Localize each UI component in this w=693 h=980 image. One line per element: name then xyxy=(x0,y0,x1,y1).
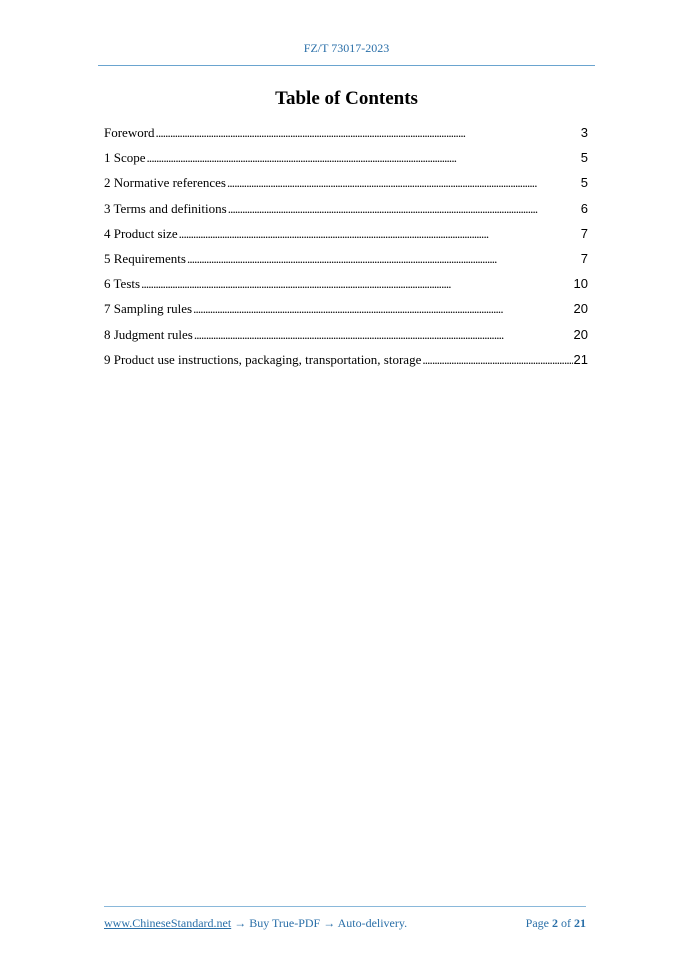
toc-entry-page: 5 xyxy=(580,175,588,191)
footer-promo-text: → Buy True-PDF → Auto-delivery. xyxy=(231,916,408,930)
toc-entry-normative-references[interactable] xyxy=(104,174,588,199)
toc-entry-label: Foreword xyxy=(104,125,155,140)
page-total: 21 xyxy=(574,916,586,930)
toc-entry-sampling-rules[interactable] xyxy=(104,300,588,325)
toc-entry-judgment-rules[interactable] xyxy=(104,326,588,351)
toc-entry-foreword[interactable] xyxy=(104,124,588,149)
toc-entry-scope[interactable] xyxy=(104,149,588,174)
toc-dot-leader xyxy=(227,174,580,191)
toc-entry-page: 6 xyxy=(580,200,588,216)
toc-entry-page: 3 xyxy=(580,125,588,140)
page-footer xyxy=(104,916,586,931)
toc-entry-terms-and-definitions[interactable] xyxy=(104,200,588,225)
toc-entry-product-size[interactable] xyxy=(104,225,588,250)
toc-dot-leader xyxy=(147,149,580,166)
toc-dot-leader xyxy=(141,275,572,292)
toc-entry-label: 3 Terms and definitions xyxy=(104,200,227,216)
toc-entry-label: 8 Judgment rules xyxy=(104,326,193,342)
toc-entry-page: 7 xyxy=(580,225,588,241)
toc-dot-leader xyxy=(156,124,580,141)
footer-promo xyxy=(104,916,407,931)
page-number xyxy=(526,916,586,931)
toc-entry-requirements[interactable] xyxy=(104,250,588,275)
toc-entry-label: 4 Product size xyxy=(104,225,178,241)
toc-entry-product-use-instructions[interactable] xyxy=(104,351,588,376)
toc-dot-leader xyxy=(422,351,572,368)
toc-entry-tests[interactable] xyxy=(104,275,588,300)
toc-dot-leader xyxy=(194,326,573,343)
toc-entry-page: 20 xyxy=(573,301,588,317)
toc-entry-label: 7 Sampling rules xyxy=(104,301,193,317)
toc-dot-leader xyxy=(193,300,572,317)
toc-entry-page: 5 xyxy=(580,150,588,166)
page-title: Table of Contents xyxy=(275,88,418,109)
page-current: 2 xyxy=(552,916,558,930)
toc-dot-leader xyxy=(228,200,580,217)
toc-dot-leader xyxy=(187,250,580,267)
toc-entry-label: 6 Tests xyxy=(104,276,141,292)
table-of-contents xyxy=(104,124,588,376)
toc-entry-page: 21 xyxy=(573,351,588,367)
page-of: of xyxy=(561,916,571,930)
toc-entry-label: 5 Requirements xyxy=(104,250,186,266)
site-link[interactable]: www.ChineseStandard.net xyxy=(104,916,232,930)
toc-entry-label: 1 Scope xyxy=(104,150,146,166)
toc-entry-label: 9 Product use instructions, packaging, transportation, storage xyxy=(104,351,422,367)
toc-entry-page: 7 xyxy=(580,250,588,266)
document-header: FZ/T 73017-2023 xyxy=(303,41,390,55)
footer-divider xyxy=(104,906,586,907)
toc-entry-page: 10 xyxy=(573,276,588,292)
toc-dot-leader xyxy=(179,225,580,242)
header-divider xyxy=(98,65,595,66)
page-word: Page xyxy=(525,916,549,930)
toc-entry-label: 2 Normative references xyxy=(104,175,226,191)
toc-entry-page: 20 xyxy=(573,326,588,342)
